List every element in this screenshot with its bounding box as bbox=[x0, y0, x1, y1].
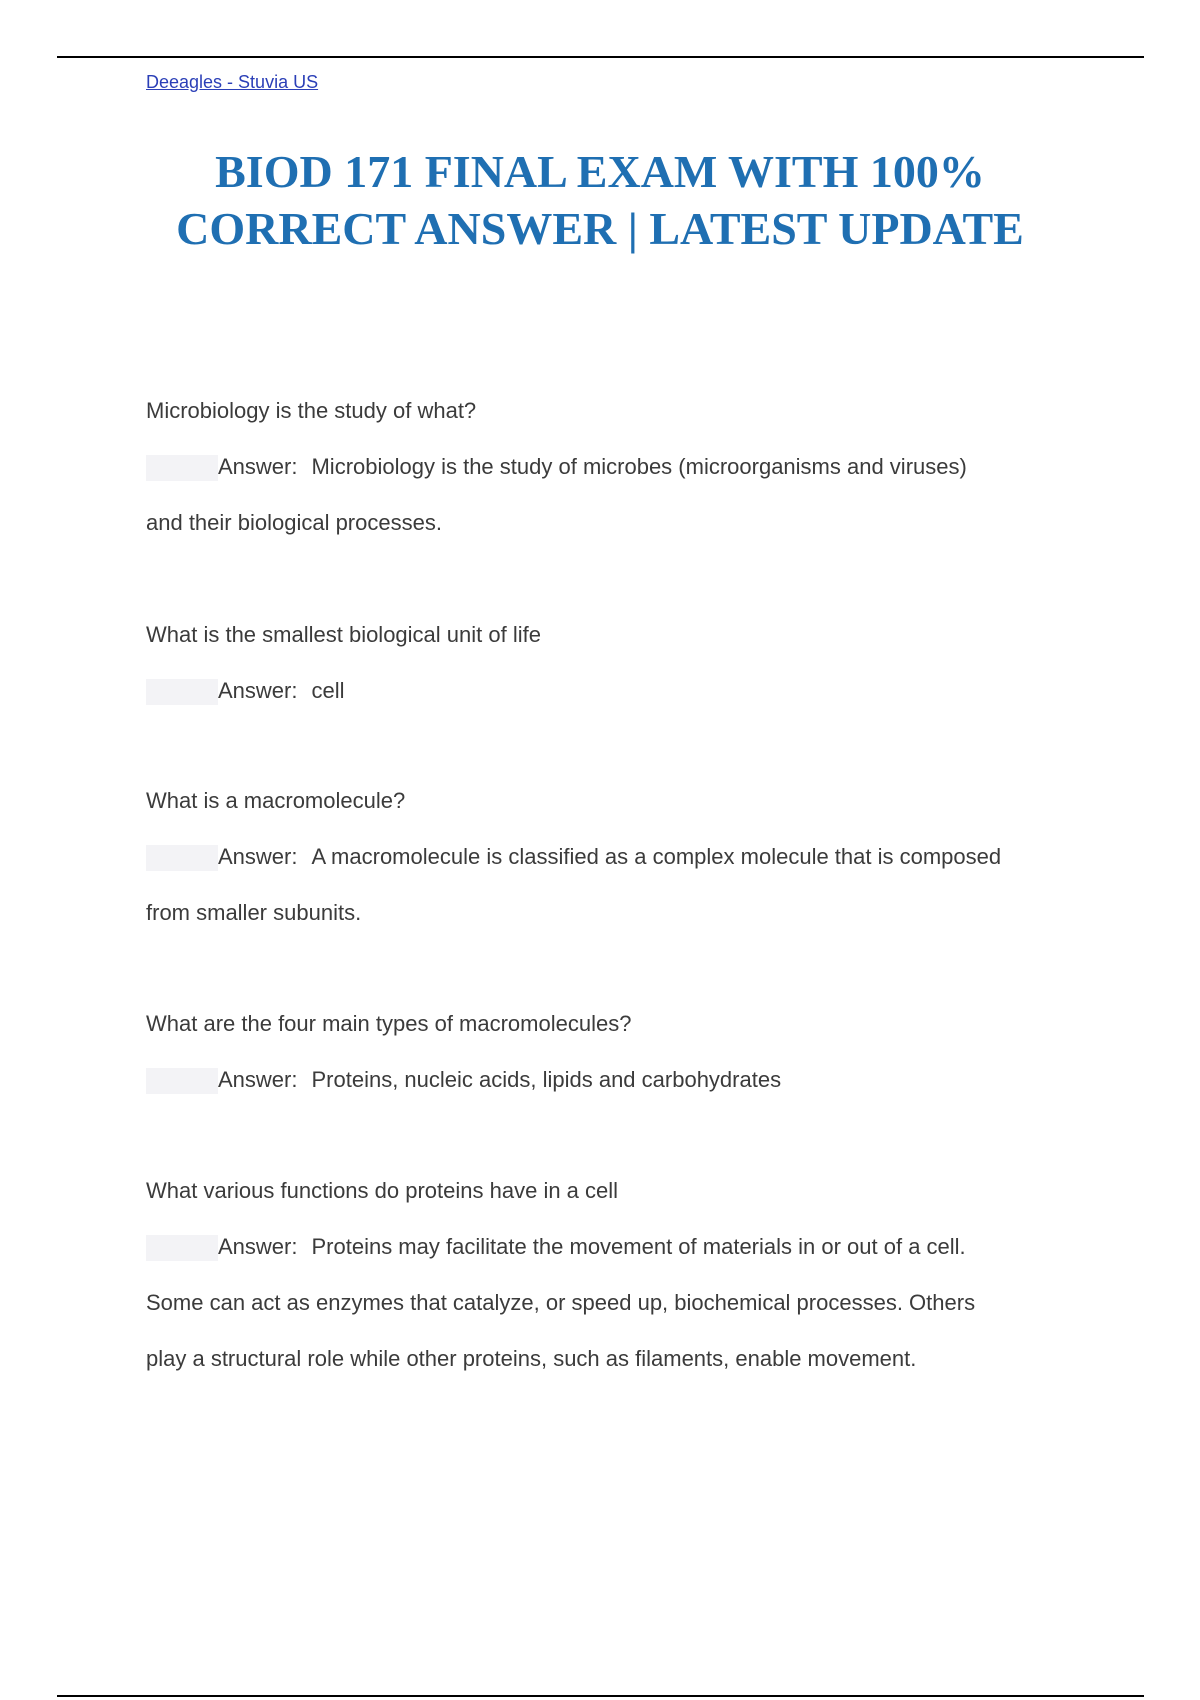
answer-indent bbox=[146, 1068, 218, 1094]
answer-text: Proteins, nucleic acids, lipids and carbohydrates bbox=[311, 1067, 782, 1092]
answer-continuation: from smaller subunits. bbox=[146, 900, 362, 925]
answer-label: Answer: bbox=[218, 454, 298, 479]
footer-rule bbox=[57, 1695, 1144, 1697]
answer-text: cell bbox=[311, 678, 345, 703]
header-source-link[interactable]: Deeagles - Stuvia US bbox=[146, 72, 319, 92]
answer-text: Proteins may facilitate the movement of materials in or out of a cell. bbox=[311, 1234, 966, 1259]
answer-line bbox=[146, 1219, 1096, 1275]
answer-indent bbox=[146, 455, 218, 481]
qa-item bbox=[146, 1163, 1096, 1387]
answer-line bbox=[146, 829, 1096, 885]
qa-item bbox=[146, 996, 1096, 1108]
question-text: Microbiology is the study of what? bbox=[146, 398, 477, 423]
answer-line bbox=[146, 663, 1096, 719]
answer-label: Answer: bbox=[218, 844, 298, 869]
qa-item bbox=[146, 607, 1096, 719]
answer-label: Answer: bbox=[218, 678, 298, 703]
answer-continuation: Some can act as enzymes that catalyze, or speed up, biochemical processes. Others bbox=[146, 1290, 976, 1315]
question-text: What is a macromolecule? bbox=[146, 788, 406, 813]
answer-continuation: play a structural role while other proteins, such as filaments, enable movement. bbox=[146, 1346, 917, 1371]
answer-indent bbox=[146, 845, 218, 871]
answer-line bbox=[146, 1052, 1096, 1108]
document-title: BIOD 171 FINAL EXAM WITH 100% CORRECT ANSWER | LATEST UPDATE bbox=[176, 146, 1024, 254]
qa-item bbox=[146, 383, 1096, 551]
question-text: What various functions do proteins have in a cell bbox=[146, 1178, 619, 1203]
question-text: What are the four main types of macromolecules? bbox=[146, 1011, 632, 1036]
answer-text: A macromolecule is classified as a complex molecule that is composed bbox=[311, 844, 1002, 869]
question-text: What is the smallest biological unit of life bbox=[146, 622, 541, 647]
answer-label: Answer: bbox=[218, 1067, 298, 1092]
qa-item bbox=[146, 773, 1096, 941]
answer-text: Microbiology is the study of microbes (microorganisms and viruses) bbox=[311, 454, 967, 479]
answer-indent bbox=[146, 679, 218, 705]
header-rule bbox=[57, 56, 1144, 58]
answer-line bbox=[146, 439, 1096, 495]
answer-continuation: and their biological processes. bbox=[146, 510, 442, 535]
answer-label: Answer: bbox=[218, 1234, 298, 1259]
answer-indent bbox=[146, 1235, 218, 1261]
